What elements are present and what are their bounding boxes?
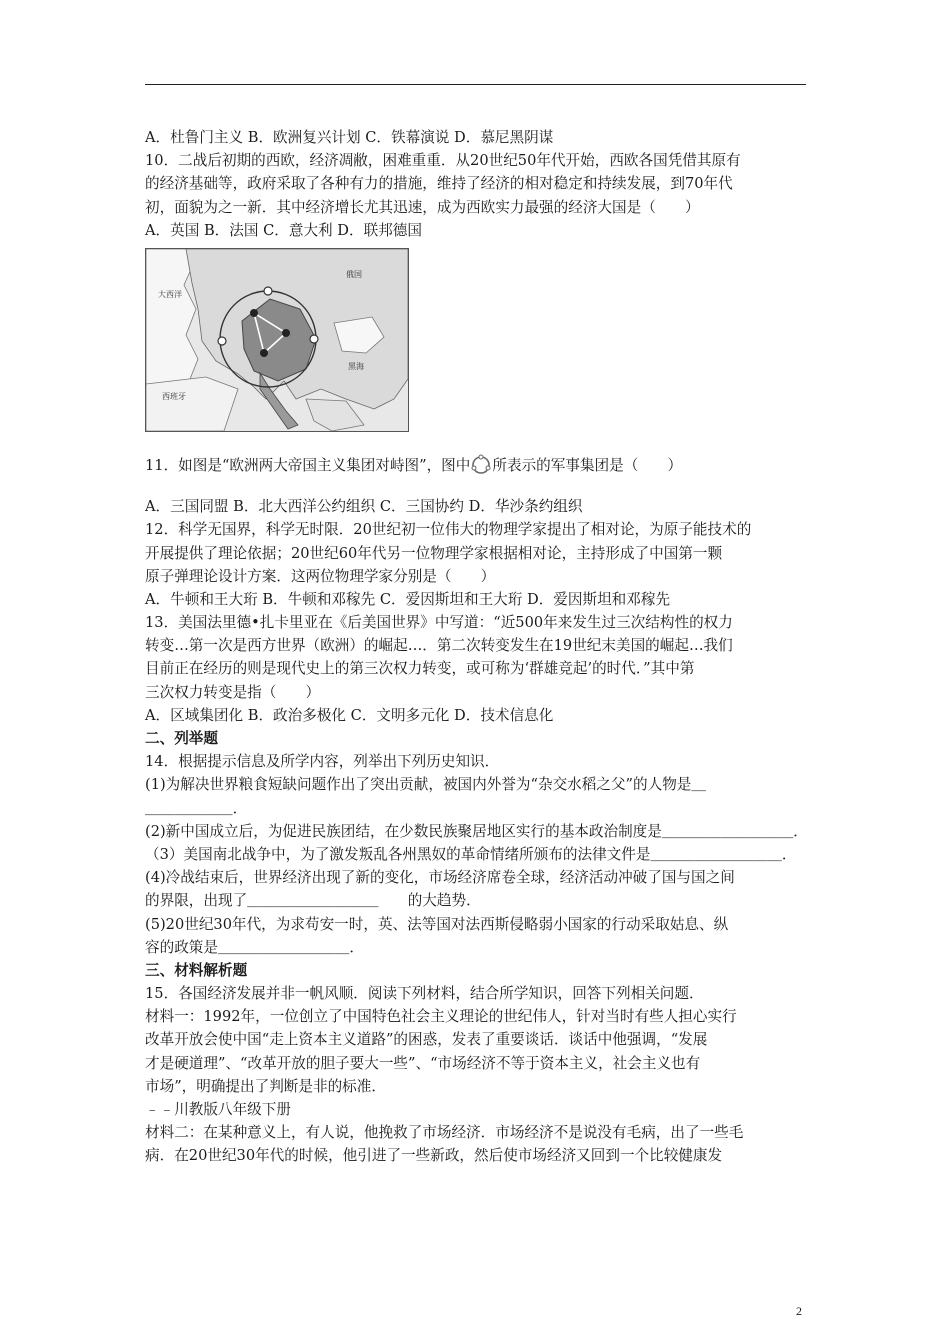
q10-stem-line-1: 10．二战后初期的西欧，经济凋敝，困难重重．从20世纪50年代开始，西欧各国凭借其原有 [145,152,741,170]
material-2-line-2: 病．在20世纪30年代的时候，他引进了一些新政，然后使市场经济又回到一个比较健康发 [145,1147,723,1165]
q12-stem-line-3: 原子弹理论设计方案．这两位物理学家分别是（ ） [145,567,496,585]
section-3-title: 三、材料解析题 [145,961,248,979]
q13-stem-line-3: 目前正在经历的则是现代史上的第三次权力转变，或可称为‘群雄竞起’的时代．”其中第 [145,660,695,678]
q10-options: A．英国 B．法国 C．意大利 D．联邦德国 [145,221,422,239]
q14-item-4-line-2: 的界限，出现了＿＿＿＿＿＿＿＿＿ 的大趋势． [145,892,481,910]
header-rule [145,84,806,85]
material-1-line-2: 改革开放会使中国“走上资本主义道路”的困惑，发表了重要谈话．谈话中他强调，“发展 [145,1031,708,1049]
material-1-line-1: 材料一：1992年，一位创立了中国特色社会主义理论的世纪伟人，针对当时有些人担心实行 [145,1008,737,1026]
q13-options: A．区域集团化 B．政治多极化 C．文明多元化 D．技术信息化 [145,706,554,724]
q13-stem-line-2: 转变…第一次是西方世界（欧洲）的崛起…．第二次转变发生在19世纪末美国的崛起…我们 [145,637,733,655]
q10-stem-line-2: 的经济基础等，政府采取了各种有力的措施，维持了经济的相对稳定和持续发展，到70年代 [145,175,733,193]
q15-intro: 15．各国经济发展并非一帆风顺．阅读下列材料，结合所学知识，回答下列相关问题． [145,985,704,1003]
q11-text-before: 11．如图是“欧洲两大帝国主义集团对峙图”，图中 [145,456,471,474]
section-2-title: 二、列举题 [145,730,218,747]
q13-stem-line-4: 三次权力转变是指（ ） [145,683,321,701]
circle-symbol-icon [470,454,492,476]
q10-stem-line-3: 初，面貌为之一新．其中经济增长尤其迅速，成为西欧实力最强的经济大国是（ ） [145,198,700,216]
map-label-black-sea: 黑海 [348,361,364,371]
q12-stem-line-2: 开展提供了理论依据；20世纪60年代另一位物理学家根据相对论，主持形成了中国第一颗 [145,544,723,562]
page-number: 2 [796,1304,802,1318]
q14-item-2: (2)新中国成立后，为促进民族团结，在少数民族聚居地区实行的基本政治制度是＿＿＿＿＿＿＿＿＿． [145,822,808,840]
material-1-line-3: 才是硬道理”、“改革开放的胆子要大一些”、“市场经济不等于资本主义，社会主义也有 [145,1054,701,1072]
q11-options: A．三国同盟 B．北大西洋公约组织 C．三国协约 D．华沙条约组织 [145,498,583,516]
q13-stem-line-1: 13．美国法里德•扎卡里亚在《后美国世界》中写道：“近500年来发生过三次结构性的权力 [145,614,733,632]
q12-stem-line-1: 12．科学无国界，科学无时限．20世纪初一位伟大的物理学家提出了相对论，为原子能技术的 [145,521,752,539]
q9-options: A．杜鲁门主义 B．欧洲复兴计划 C．铁幕演说 D．慕尼黑阴谋 [145,129,554,146]
map-label-atlantic: 大西洋 [158,289,182,299]
q14-item-5-line-2: 容的政策是＿＿＿＿＿＿＿＿＿． [145,938,364,956]
material-2-line-1: 材料二：在某种意义上，有人说，他挽救了市场经济．市场经济不是说没有毛病，出了一些毛 [145,1124,744,1142]
q14-item-1-line-2: ＿＿＿＿＿＿． [145,799,248,817]
q12-options: A．牛顿和王大珩 B．牛顿和邓稼先 C．爱因斯坦和王大珩 D．爱因斯坦和邓稼先 [145,590,671,608]
europe-alliance-map [145,248,409,432]
q14-item-3: （3）美国南北战争中，为了激发叛乱各州黑奴的革命情绪所颁布的法律文件是＿＿＿＿＿＿＿＿＿． [145,845,797,863]
page-content [145,126,810,1168]
material-1-line-4: 市场”，明确提出了判断是非的标准． [145,1077,386,1095]
q11-text-after: 所表示的军事集团是（ ） [492,456,683,474]
map-label-russia: 俄国 [346,269,362,279]
q14-item-1-line-1: (1)为解决世界粮食短缺问题作出了突出贡献，被国内外誉为“杂交水稻之父”的人物是＿ [145,776,706,794]
map-label-spain: 西班牙 [162,391,186,401]
q11-stem [145,454,810,477]
q14-intro: 14．根据提示信息及所学内容，列举出下列历史知识． [145,753,500,771]
material-1-source: ﹣﹣川教版八年级下册 [145,1101,291,1118]
q14-item-4-line-1: (4)冷战结束后，世界经济出现了新的变化，市场经济席卷全球，经济活动冲破了国与国之间 [145,869,735,887]
q14-item-5-line-1: (5)20世纪30年代，为求苟安一时，英、法等国对法西斯侵略弱小国家的行动采取姑息、纵 [145,915,729,933]
